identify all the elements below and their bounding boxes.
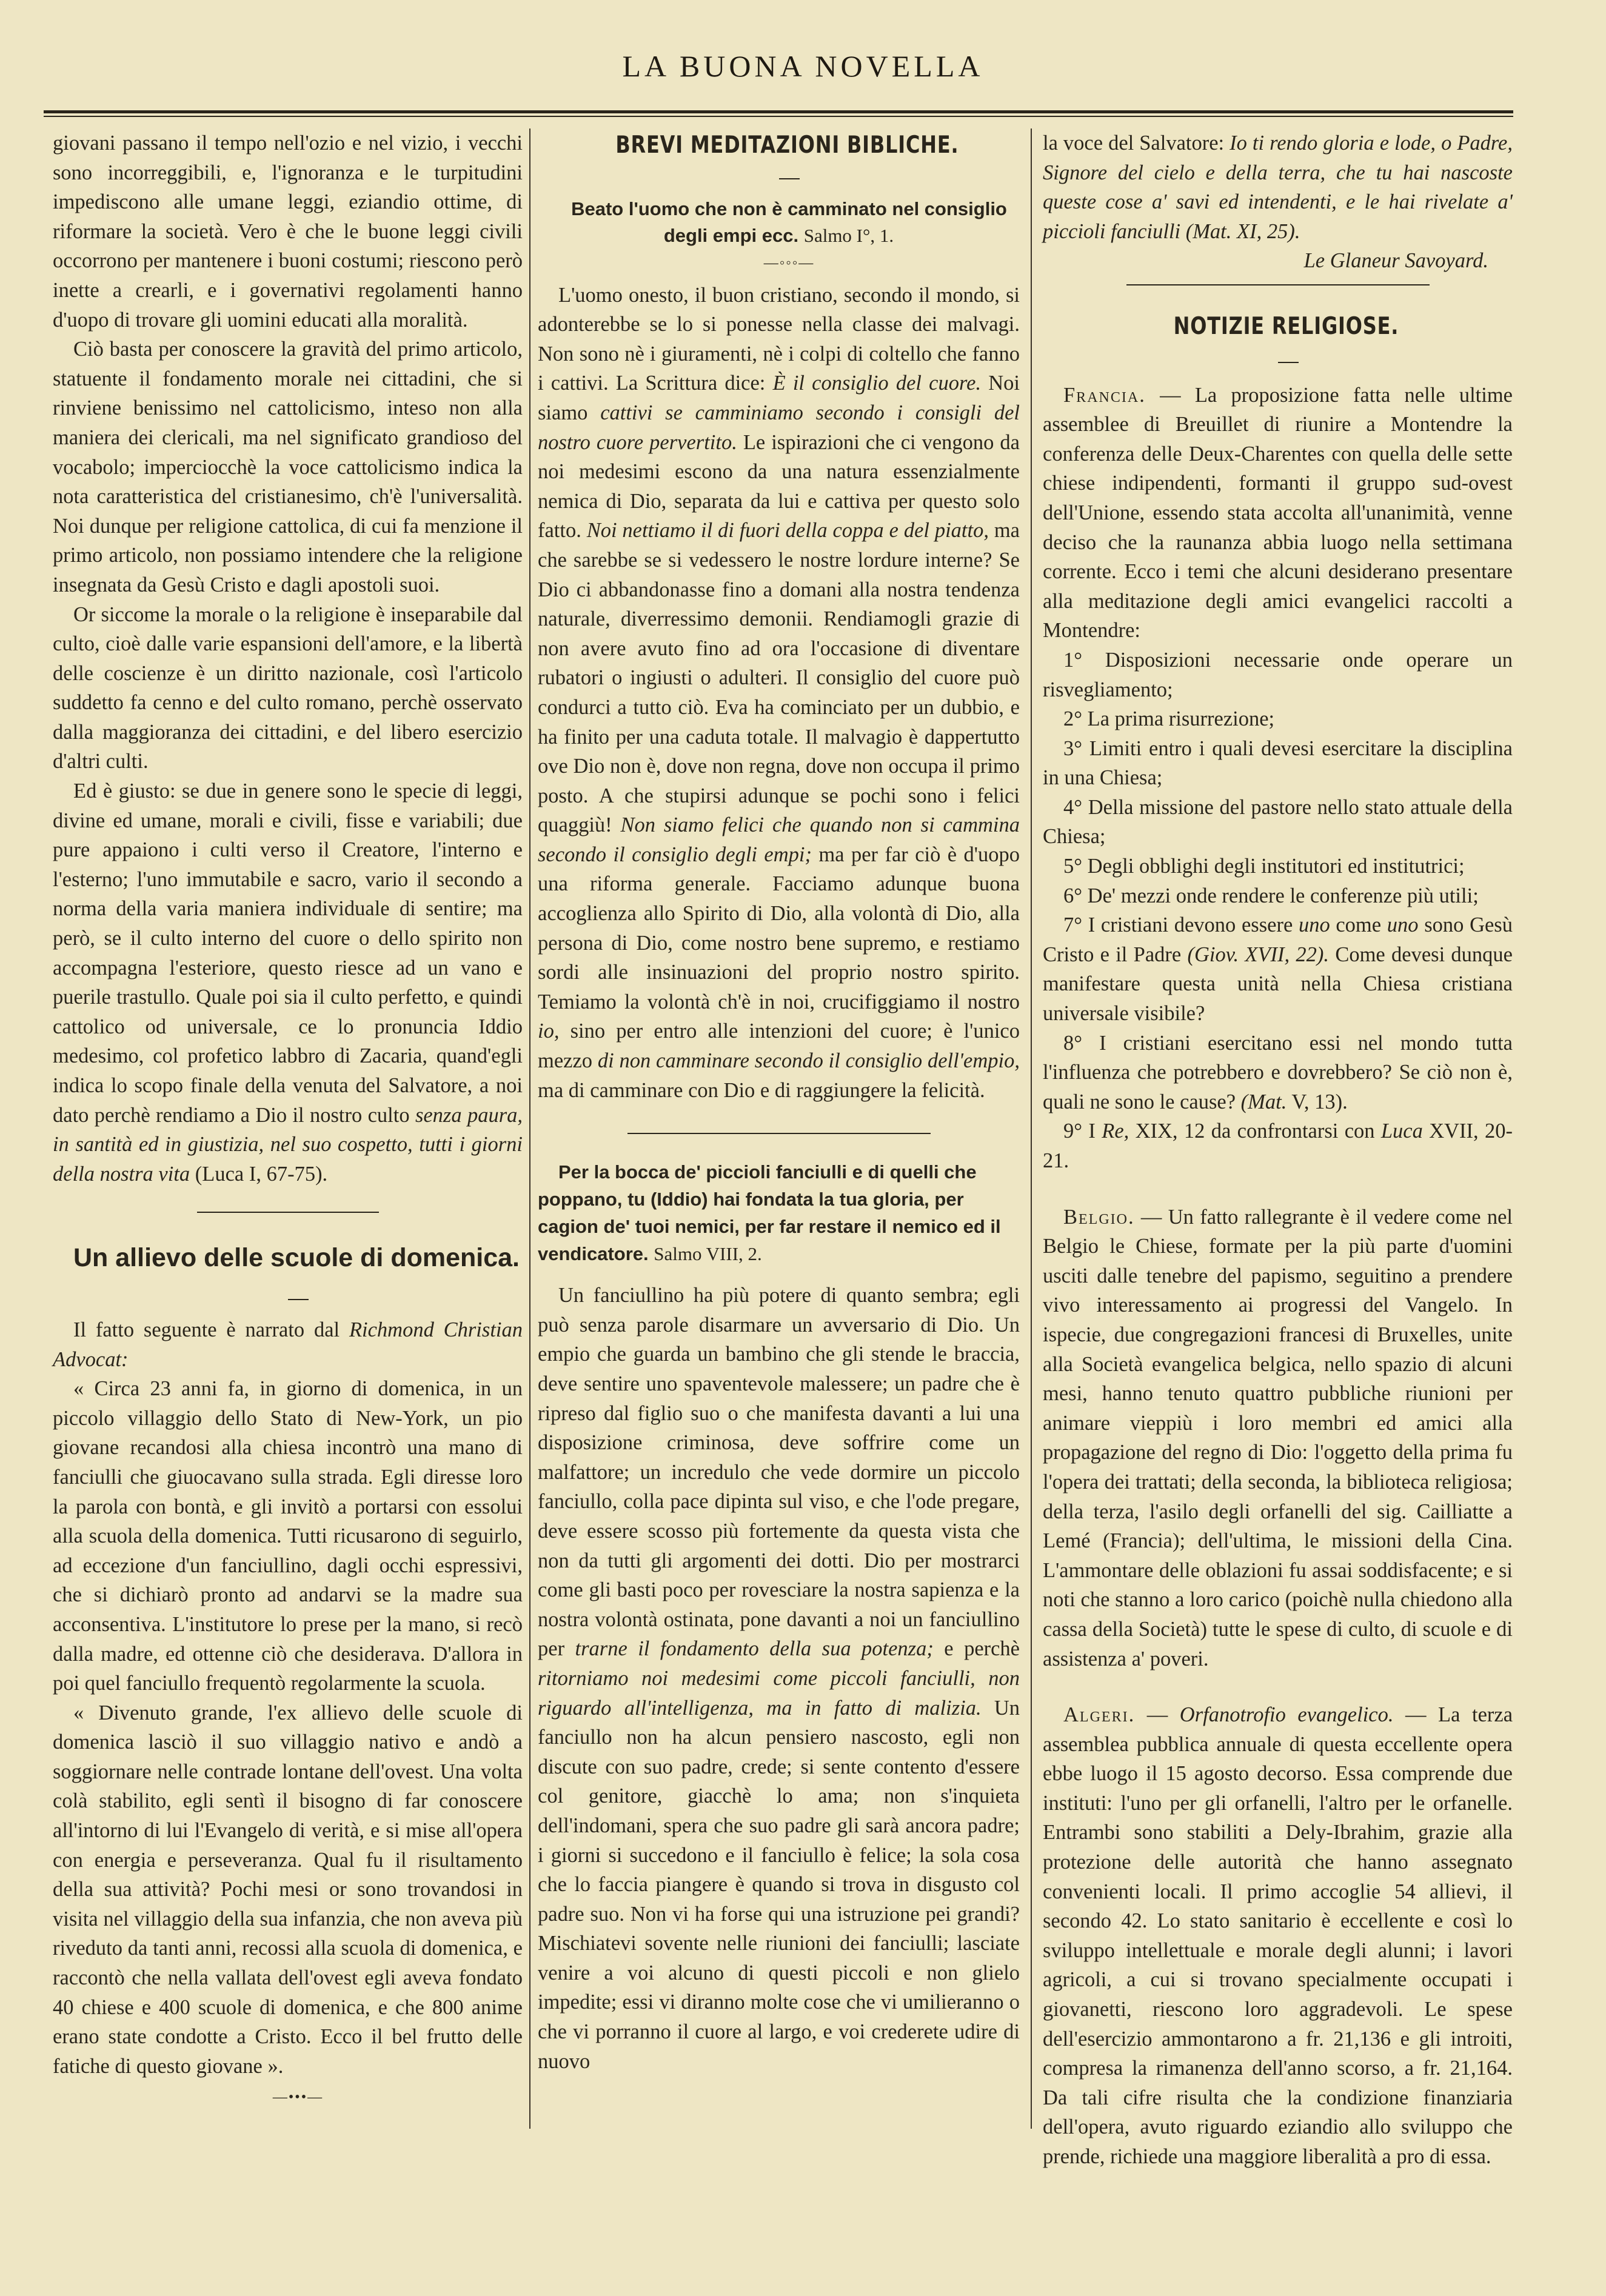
scripture-subheading: Beato l'uomo che non è camminato nel consiglio degli empi ecc. Salmo I°, 1. (571, 198, 1007, 246)
list-item: 8° I cristiani esercitano essi nel mondo tutta l'influenza che potrebbero e dovrebbero? Se ciò non è, quali ne sono le cause? (Mat. V, 13). (1043, 1031, 1513, 1113)
column-left (53, 128, 523, 2107)
list-item: 9° I Re, XIX, 12 da confrontarsi con Luca XVII, 20-21. (1043, 1120, 1513, 1172)
article-paragraph: « Circa 23 anni fa, in giorno di domenica, in un piccolo villaggio dello Stato di New-York, un pio giovane recandosi alla chiesa incontrò una mano di fanciulli che giuocavano sulla strada. Egli diresse loro la parola con bontà, e gli invitò a portarsi con essolui alla scuola della domenica. Tutti ricusarono di seguirlo, ad eccezione d'un fanciullino, dagli occhi espressivi, che si dichiarò pronto ad andarvi se la madre sua acconsentiva. L'institutore lo prese per la mano, si recò dalla madre, ed ottenne ciò che desiderava. D'allora in poi quel fanciullo frequentò regolarmente la scuola. (53, 1377, 523, 1695)
ornament-divider: —•••— (272, 2089, 324, 2106)
list-item: 3° Limiti entro i quali devesi esercitare la disciplina in una Chiesa; (1043, 736, 1513, 790)
page-header-title: LA BUONA NOVELLA (622, 49, 984, 83)
article-paragraph: Ed è giusto: se due in genere sono le specie di leggi, divine ed umane, morali e civili, fisse e variabili; due pure appaiono i culti verso il Creatore, l'interno e l'esterno; l'uno immutabile e sacro, vario il secondo a norma della varia maniera individuale di sentire; ma però, se il culto interno del cuore o dello spirito non accompagna l'esteriore, questo riesce ad un vano e puerile trastullo. Quale poi sia il culto perfetto, e quindi cattolico od universale, ce lo pronuncia Iddio medesimo, col profetico labbro di Zacaria, quand'egli indica lo scopo finale della venuta del Salvatore, a noi dato perchè rendiamo a Dio il nostro culto senza paura, in santità ed in giustizia, nel suo cospetto, tutti i giorni della nostra vita (Luca I, 67-75). (53, 779, 523, 1186)
list-item: 5° Degli obblighi degli institutori ed institutrici; (1063, 855, 1465, 878)
article-paragraph: Il fatto seguente è narrato dal Richmond Christian Advocat: (53, 1318, 523, 1371)
column-divider-2 (1031, 128, 1032, 2129)
news-item-algeri: Algeri. — Orfanotrofio evangelico. — La terza assemblea pubblica annuale di questa eccellente opera ebbe luogo il 15 agosto decorso. Essa comprende due instituti: l'uno per gli orfanelli, l'altro per le orfanelle. Entrambi sono stabiliti a Dely-Ibrahim, grazie alla protezione delle autorità che hanno assegnato convenienti locali. Il primo accoglie 54 allievi, il secondo 42. Lo stato sanitario è eccellente e così lo sviluppo intellettuale e morale degli alunni; i lavori agricoli, a cui si trovano specialmente occupati i giovanetti, riescono loro aggradevoli. Le spese dell'esercizio ammontarono a fr. 21,136 e gli introiti, compresa la rimanenza dell'anno scorso, a fr. 21,164. Da tali cifre risulta che la condizione finanziaria dell'opera, avuto riguardo eziandio allo sviluppo che prende, richiede una maggiore liberalità a pro di essa. (1043, 1703, 1513, 2168)
ornament-divider: —◦◦◦— (763, 255, 815, 271)
heading-dash (538, 168, 1020, 186)
article-paragraph: L'uomo onesto, il buon cristiano, secondo il mondo, si adonterebbe se lo si ponesse nella classe dei malvagi. Non sono nè i giuramenti, nè i colpi di coltello che fanno i cattivi. La Scrittura dice: È il consiglio del cuore. Noi siamo cattivi se camminiamo secondo i consigli del nostro cuore pervertito. Le ispirazioni che ci vengono da noi medesimi escono da una natura essenzialmente nemica di Dio, separata da lui e cattiva per questo solo fatto. Noi nettiamo il di fuori della coppa e del piatto, ma che sarebbe se si vedessero le nostre lordure interne? Se Dio ci abbandonasse fino a domani alla nostra tendenza naturale, diverressimo demonii. Rendiamogli grazie di non avere avuto fino ad ora l'occasione di diventare rubatori o ingiusti o adulteri. Il consiglio del cuore può condurci a tutto ciò. Eva ha cominciato per un dubbio, e ha finito per una caduta totale. Il malvagio è dappertutto ove Dio non è, dove non regna, dove non occupa il primo posto. A che stupirsi adunque se pochi sono i felici quaggiù! Non siamo felici che quando non si cammina secondo il consiglio degli empi; ma per far ciò è d'uopo una riforma generale. Facciamo adunque buona accoglienza allo Spirito di Dio, alla volontà di Dio, alla persona di Dio, come nostro bene supremo, e restiamo sordi alle insinuazioni del proprio nostro spirito. Temiamo la volontà ch'è in noi, crucifiggiamo il nostro io, sino per entro alle intenzioni del cuore; è l'unico mezzo di non camminare secondo il consiglio dell'empio, ma di camminare con Dio e di raggiungere la felicità. (538, 283, 1020, 1102)
list-item: 6° De' mezzi onde rendere le conferenze più utili; (1063, 884, 1479, 907)
article-paragraph: giovani passano il tempo nell'ozio e nel vizio, i vecchi sono incorreggibili, e, l'ignoranza e le turpitudini impediscono alle umane leggi, eziandio ottime, di riformare la società. Vero è che le buone leggi civili occorrono per mantenere i buoni costumi; riescono però inette a crearli, e i governativi regolamenti hanno d'uopo di trovare gli uomini educati alla moralità. (53, 132, 523, 332)
list-item: 1° Disposizioni necessarie onde operare un risvegliamento; (1043, 648, 1513, 701)
article-paragraph: la voce del Salvatore: Io ti rendo gloria e lode, o Padre, Signore del cielo e della terra, che tu hai nascoste queste cose a' savi ed intendenti, e le hai rivelate a' piccioli fanciulli (Mat. XI, 25). (1043, 132, 1513, 243)
list-item: 2° La prima risurrezione; (1063, 707, 1275, 731)
article-paragraph: Ciò basta per conoscere la gravità del primo articolo, statuente il fondamento morale nei cittadini, che si rinviene benissimo nel cattolicismo, inteso non alla maniera dei clericali, ma nel significato grandioso del vocabolo; imperciocchè la voce cattolicismo indica la nota caratteristica del cristianesimo, ch'è l'universalità. Noi dunque per religione cattolica, di cui fa menzione il primo articolo, non possiamo intendere che la religione insegnata da Gesù Cristo e dagli apostoli suoi. (53, 338, 523, 596)
column-divider-1 (529, 128, 530, 2129)
article-paragraph: Or siccome la morale o la religione è inseparabile dal culto, cioè dalle varie espansioni dell'amore, e la libertà delle coscienze è un diritto nazionale, così l'articolo suddetto fa cenno e del culto romano, perchè osservato dalla maggioranza dei cittadini, e del libero esercizio d'altri culti. (53, 602, 523, 773)
article-paragraph: Un fanciullino ha più potere di quanto sembra; egli può senza parole disarmare un avversario di Dio. Un empio che guarda un bambino che gli stende le braccia, deve sentire uno spaventevole malessere; un padre che è ripreso dal figlio suo o che manifesta davanti a lui una disposizione criminosa, deve soffrire come un malfattore; un incredulo che vede dormire un piccolo fanciullo, colla pace dipinta sul viso, e che l'ode pregare, deve essere scosso più fortemente da questa vista che non da tutti gli argomenti dei dotti. Dio per mostrarci come gli basti poco per rovesciare la nostra sapienza e la nostra volontà ostinata, pone davanti a noi un fanciullino per trarne il fondamento della sua potenza; e perchè ritorniamo noi medesimi come piccoli fanciulli, non riguardo all'intelligenza, ma in fatto di malizia. Un fanciullo non ha alcun pensiero nascosto, egli non discute con suo padre, crede; si sente contento d'essere col genitore, giacchè lo ama; non s'inquieta dell'indomani, spera che suo padre gli sarà ancora padre; i giorni si succedono e il fanciullo è felice; la sola cosa che lo faccia piangere è quando si trova in disgusto col padre suo. Non vi ha forse qui una istruzione pei grandi? Mischiatevi sovente nelle riunioni dei fanciulli; lasciate venire a voi alcuno di questi piccoli e non glielo impedite; essi vi diranno molte cose che vi umilieranno o che vi porranno il cuore al largo, e voi crederete udire di nuovo (538, 1284, 1020, 2073)
article-signature: Le Glaneur Savoyard. (1303, 249, 1488, 273)
column-right (1043, 128, 1513, 2172)
news-item-francia: Francia. — La proposizione fatta nelle ultime assemblee di Breuillet di riunire a Montendre la conferenza delle Deux-Charentes con quella delle sette chiese indipendenti, formanti il gruppo sud-ovest dell'Unione, essendo stata accolta all'unanimità, venne deciso che la raunanza abbia luogo nella settimana corrente. Ecco i temi che alcuni desiderano presentare alla meditazione degli amici evangelici raccolti a Montendre: (1043, 383, 1513, 642)
heading-dash (53, 1289, 523, 1307)
heading-dash (1043, 352, 1513, 370)
section-heading: NOTIZIE RELIGIOSE. (1173, 312, 1399, 340)
header-rule (44, 110, 1513, 117)
news-item-belgio: Belgio. — Un fatto rallegrante è il vedere come nel Belgio le Chiese, formate per la più parte d'uomini usciti dalle tenebre del papismo, seguitino a prendere vivo interessamento ai progressi del Vangelo. In ispecie, due congregazioni francesi di Bruxelles, unite alla Società evangelica belgica, nello spazio di alcuni mesi, hanno tenuto quattro pubbliche riunioni per animare vieppiù i loro membri ed amici alla propagazione del regno di Dio: l'oggetto della prima fu l'opera dei trattati; della seconda, la biblioteca religiosa; della terza, l'asilo degli orfanelli del sig. Cailliatte a Lemé (Francia); dell'ultima, le missioni della Cina. L'ammontare delle oblazioni fu assai soddisfacente; e si noti che stanno a loro carico (poichè nulla chiedono alla cassa della Società) tutte le spese di culto, di scuole e di assistenza a' poveri. (1043, 1205, 1513, 1670)
column-middle (538, 128, 1020, 2076)
section-heading: BREVI MEDITAZIONI BIBLICHE. (615, 132, 959, 159)
scripture-subheading: Per la bocca de' piccioli fanciulli e di quelli che poppano, tu (Iddio) hai fondata la tua gloria, per cagion de' tuoi nemici, per far restare il nemico ed il vendicatore. Salmo VIII, 2. (538, 1161, 1001, 1265)
article-paragraph: « Divenuto grande, l'ex allievo delle scuole di domenica lasciò il suo villaggio nativo e andò a soggiornare nelle contrade lontane dell'ovest. Una volta colà stabilito, egli sentì il bisogno di far conoscere all'intorno di lui l'Evangelo di verità, e si mise all'opera con energia e perseveranza. Qual fu il risultamento della sua attività? Pochi mesi or sono trovandosi in visita nel villaggio della sua infanzia, che non aveva più riveduto da tanti anni, recossi alla scuola di domenica, e raccontò che nella vallata dell'ovest egli aveva fondato 40 chiese e 400 scuole di domenica, e che 800 anime erano state condotte a Cristo. Ecco il bel frutto delle fatiche di questo giovane ». (53, 1701, 523, 2078)
article-heading: Un allievo delle scuole di domenica. (73, 1243, 520, 1273)
list-item: 4° Della missione del pastore nello stato attuale della Chiesa; (1043, 795, 1513, 849)
list-item: 7° I cristiani devono essere uno come uno sono Gesù Cristo e il Padre (Giov. XVII, 22). Come devesi dunque manifestare questa unità nella Chiesa cristiana universale visibile? (1043, 913, 1513, 1026)
